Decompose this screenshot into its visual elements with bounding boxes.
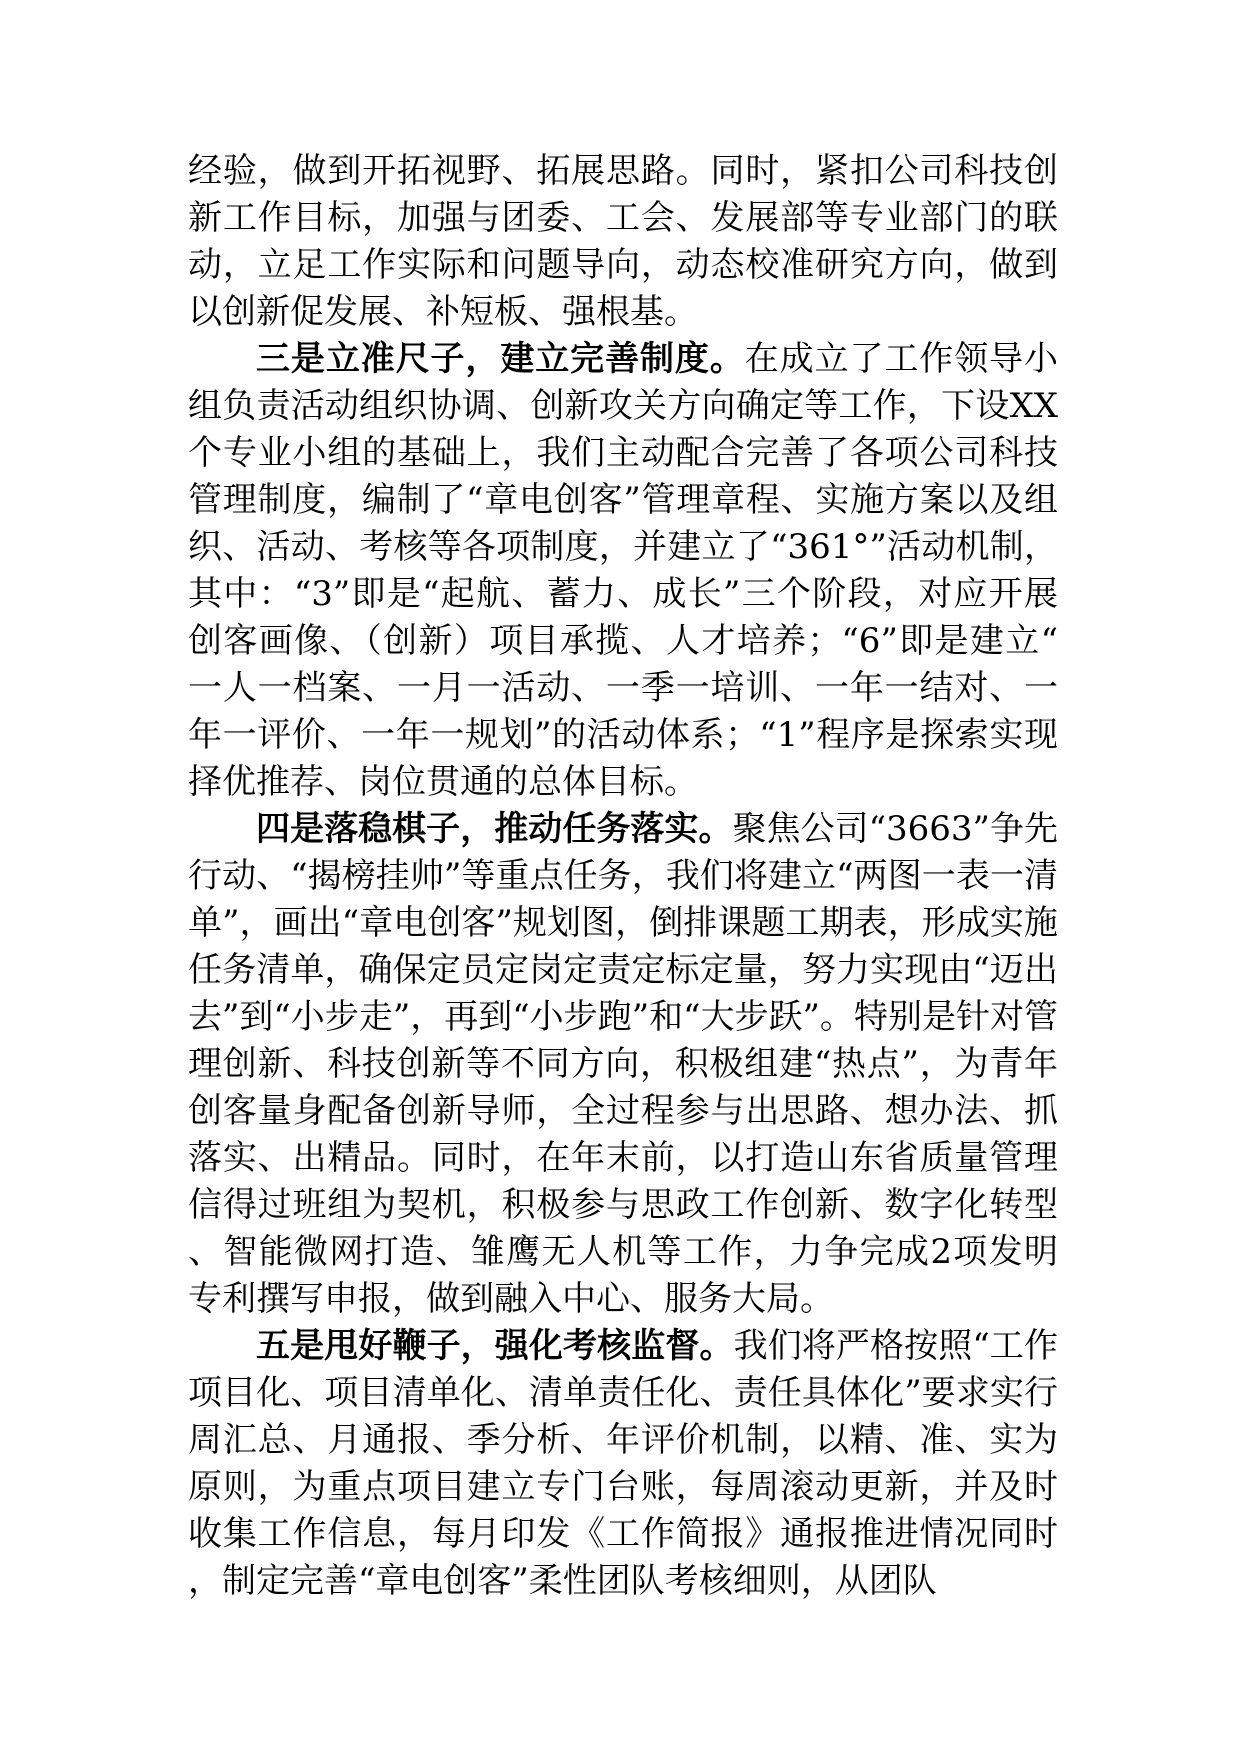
paragraph-continuation — [188, 148, 1058, 336]
paragraph-supervision — [188, 1323, 1058, 1605]
paragraph-standards — [188, 336, 1058, 806]
paragraph-heading: 三是立准尺子，建立完善制度。 — [256, 339, 745, 379]
paragraph-text: 我们将严格按照“工作项目化、项目清单化、清单责任化、责任具体化”要求实行周汇总、月通报、季分析、年评价机制，以精、准、实为原则，为重点项目建立专门台账，每周滚动更新，并及时收集工作信息，每月印发《工作简报》通报推进情况同时，制定完善“章电创客”柔性团队考核细则，从团队 — [188, 1326, 1058, 1601]
paragraph-text: 在成立了工作领导小组负责活动组织协调、创新攻关方向确定等工作，下设XX个专业小组的基础上，我们主动配合完善了各项公司科技管理制度，编制了“章电创客”管理章程、实施方案以及组织、活动、考核等各项制度，并建立了“361°”活动机制，其中：“3”即是“起航、蓄力、成长”三个阶段，对应开展创客画像、（创新）项目承揽、人才培养；“6”即是建立“一人一档案、一月一活动、一季一培训、一年一结对、一年一评价、一年一规划”的活动体系；“1”程序是探索实现择优推荐、岗位贯通的总体目标。 — [188, 339, 1059, 802]
document-page — [188, 148, 1058, 1605]
paragraph-text: 聚焦公司“3663”争先行动、“揭榜挂帅”等重点任务，我们将建立“两图一表一清单”，画出“章电创客”规划图，倒排课题工期表，形成实施任务清单，确保定员定岗定责定标定量，努力实现由“迈出去”到“小步走”，再到“小步跑”和“大步跃”。特别是针对管理创新、科技创新等不同方向，积极组建“热点”，为青年创客量身配备创新导师，全过程参与出思路、想办法、抓落实、出精品。同时，在年末前，以打造山东省质量管理信得过班组为契机，积极参与思政工作创新、数字化转型、智能微网打造、雏鹰无人机等工作，力争完成2项发明专利撰写申报，做到融入中心、服务大局。 — [188, 809, 1059, 1319]
paragraph-tasks — [188, 806, 1058, 1323]
paragraph-heading: 五是甩好鞭子，强化考核监督。 — [256, 1326, 734, 1366]
paragraph-text: 经验，做到开拓视野、拓展思路。同时，紧扣公司科技创新工作目标，加强与团委、工会、发展部等专业部门的联动，立足工作实际和问题导向，动态校准研究方向，做到以创新促发展、补短板、强根基。 — [188, 151, 1058, 332]
paragraph-heading: 四是落稳棋子，推动任务落实。 — [256, 809, 733, 849]
